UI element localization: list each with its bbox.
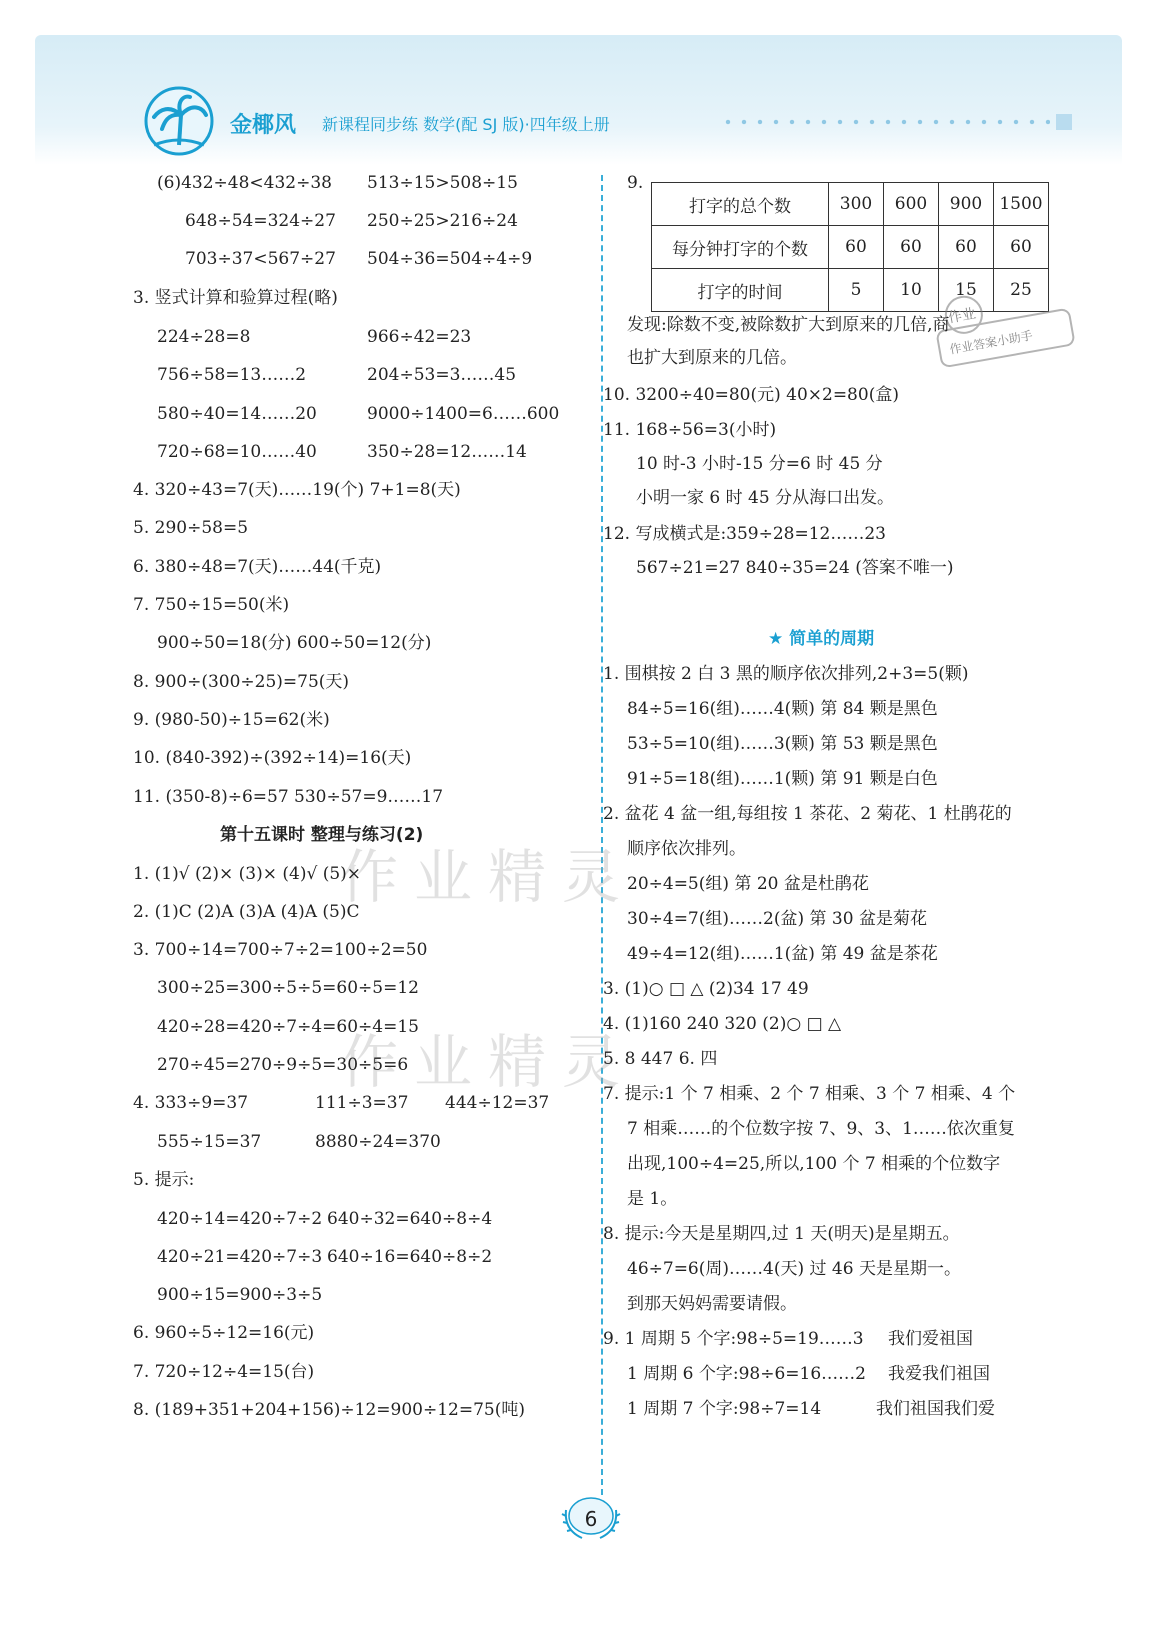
section-heading: ★ 简单的周期 [768,629,875,649]
answer-line: 6. 960÷5÷12=16(元) [133,1323,315,1343]
answer-line: 900÷15=900÷3÷5 [157,1285,323,1305]
answer-line: 11. (350-8)÷6=57 530÷57=9……17 [133,787,444,807]
table-cell: 600 [884,183,939,226]
answer-line: 4. (1)160 240 320 (2)○ □ △ [603,1014,842,1034]
section-heading: 第十五课时 整理与练习(2) [220,825,424,845]
answer-line: 2. (1)C (2)A (3)A (4)A (5)C [133,902,360,922]
answer-line: 84÷5=16(组)……4(颗) 第 84 颗是黑色 [627,699,938,719]
answer-line: 567÷21=27 840÷35=24 (答案不唯一) [636,558,954,578]
answer-line: 420÷28=420÷7÷4=60÷4=15 [157,1017,419,1037]
brand-title: 金椰风 [230,113,297,138]
answer-line: 900÷50=18(分) 600÷50=12(分) [157,633,432,653]
answer-line: 504÷36=504÷4÷9 [367,249,533,269]
watermark: 作业精灵 [340,843,637,911]
table-cell: 900 [939,183,994,226]
homework-helper-stamp-icon [930,280,1080,390]
table-cell: 10 [884,269,939,312]
question-number: 9. [627,173,644,193]
answer-line: 555÷15=37 [157,1132,262,1152]
answer-line: 7. 750÷15=50(米) [133,595,290,615]
answer-line: 420÷21=420÷7÷3 [157,1247,323,1267]
answer-line: 350÷28=12……14 [367,442,527,462]
answer-line: 1. (1)√ (2)× (3)× (4)√ (5)× [133,864,362,884]
table-cell: 300 [829,183,884,226]
answer-line: 5. 8 447 6. 四 [603,1049,718,1069]
answer-line: 300÷25=300÷5÷5=60÷5=12 [157,978,419,998]
answer-line: 我爱我们祖国 [888,1364,990,1384]
table-cell: 每分钟打字的个数 [652,226,829,269]
answer-line: 6. 380÷48=7(天)……44(千克) [133,557,382,577]
answer-line: 9. 1 周期 5 个字:98÷5=19……3 [603,1329,864,1349]
answer-line: 3. 竖式计算和验算过程(略) [133,288,338,308]
answer-line: 91÷5=18(组)……1(颗) 第 91 颗是白色 [627,769,938,789]
answer-line: 966÷42=23 [367,327,472,347]
table-cell: 60 [994,226,1049,269]
answer-line: 224÷28=8 [157,327,251,347]
palm-tree-logo-icon [140,85,218,157]
watermark: 作业精灵 [340,1028,637,1096]
table-cell: 60 [884,226,939,269]
answer-line: 46÷7=6(周)……4(天) 过 46 天是星期一。 [627,1259,961,1279]
answer-line: 也扩大到原来的几倍。 [627,348,797,368]
answer-line: 648÷54=324÷27 [185,211,336,231]
answer-line: 30÷4=7(组)……2(盆) 第 30 盆是菊花 [627,909,927,929]
answer-line: 9000÷1400=6……600 [367,404,560,424]
answer-line: 12. 写成横式是:359÷28=12……23 [603,524,886,544]
answer-line: 7. 提示:1 个 7 相乘、2 个 7 相乘、3 个 7 相乘、4 个 [603,1084,1016,1104]
answer-line: 1 周期 7 个字:98÷7=14 [627,1399,822,1419]
table-row [652,226,1049,269]
answer-line: 49÷4=12(组)……1(盆) 第 49 盆是茶花 [627,944,938,964]
answer-line: 8880÷24=370 [315,1132,441,1152]
answer-line: 我们祖国我们爱 [876,1399,995,1419]
book-subtitle: 新课程同步练 数学(配 SJ 版)·四年级上册 [322,115,610,134]
answer-line: 3. (1)○ □ △ (2)34 17 49 [603,979,809,999]
answer-line: 640÷16=640÷8÷2 [327,1247,493,1267]
answer-line: 7 相乘……的个位数字按 7、9、3、1……依次重复 [627,1119,1015,1139]
answer-line: (6)432÷48<432÷38 [157,173,332,193]
answer-line: 我们爱祖国 [888,1329,973,1349]
answer-line: 1 周期 6 个字:98÷6=16……2 [627,1364,866,1384]
answer-line: 7. 720÷12÷4=15(台) [133,1362,315,1382]
answer-line: 是 1。 [627,1189,678,1209]
answer-line: 3. 700÷14=700÷7÷2=100÷2=50 [133,940,428,960]
answer-line: 513÷15>508÷15 [367,173,518,193]
table-cell: 60 [939,226,994,269]
header-dot-divider [720,119,1050,125]
answer-line: 1. 围棋按 2 白 3 黑的顺序依次排列,2+3=5(颗) [603,664,969,684]
answer-line: 5. 290÷58=5 [133,518,249,538]
answer-line: 2. 盆花 4 盆一组,每组按 1 茶花、2 菊花、1 杜鹃花的 [603,804,1012,824]
answer-line: 420÷14=420÷7÷2 [157,1209,323,1229]
table-cell: 25 [994,269,1049,312]
answer-line: 4. 320÷43=7(天)……19(个) 7+1=8(天) [133,480,461,500]
answer-line: 8. 900÷(300÷25)=75(天) [133,672,350,692]
answer-line: 720÷68=10……40 [157,442,317,462]
answer-line: 11. 168÷56=3(小时) [603,420,777,440]
table-cell: 5 [829,269,884,312]
answer-line: 5. 提示: [133,1170,195,1190]
stamp-top-text: 作业 [946,305,978,327]
stamp-bottom-text: 作业答案小助手 [948,328,1034,357]
table-cell: 60 [829,226,884,269]
answer-line: 20÷4=5(组) 第 20 盆是杜鹃花 [627,874,869,894]
answer-line: 到那天妈妈需要请假。 [627,1294,797,1314]
answer-line: 4. 333÷9=37 [133,1093,249,1113]
answer-line: 756÷58=13……2 [157,365,307,385]
answer-line: 8. (189+351+204+156)÷12=900÷12=75(吨) [133,1400,525,1420]
answer-line: 小明一家 6 时 45 分从海口出发。 [636,488,895,508]
answer-line: 640÷32=640÷8÷4 [327,1209,493,1229]
table-row [652,183,1049,226]
answer-line: 10. 3200÷40=80(元) 40×2=80(盒) [603,385,899,405]
answer-line: 出现,100÷4=25,所以,100 个 7 相乘的个位数字 [627,1154,1001,1174]
answer-line: 53÷5=10(组)……3(颗) 第 53 颗是黑色 [627,734,938,754]
answer-line: 顺序依次排列。 [627,839,746,859]
answer-line: 250÷25>216÷24 [367,211,518,231]
answer-line: 270÷45=270÷9÷5=30÷5=6 [157,1055,409,1075]
header-square-ornament [1056,114,1072,130]
answer-line: 10 时-3 小时-15 分=6 时 45 分 [636,454,883,474]
answer-line: 8. 提示:今天是星期四,过 1 天(明天)是星期五。 [603,1224,960,1244]
answer-line: 580÷40=14……20 [157,404,317,424]
answer-line: 444÷12=37 [445,1093,550,1113]
answer-line: 111÷3=37 [315,1093,409,1113]
table-cell: 15 [939,269,994,312]
answer-line: 10. (840-392)÷(392÷14)=16(天) [133,748,412,768]
answer-line: 9. (980-50)÷15=62(米) [133,710,330,730]
table-cell: 1500 [994,183,1049,226]
answer-line: 发现:除数不变,被除数扩大到原来的几倍,商 [627,315,950,335]
table-cell: 打字的时间 [652,269,829,312]
page-number: 6 [584,1507,598,1531]
answer-line: 703÷37<567÷27 [185,249,336,269]
table-cell: 打字的总个数 [652,183,829,226]
answer-line: 204÷53=3……45 [367,365,517,385]
